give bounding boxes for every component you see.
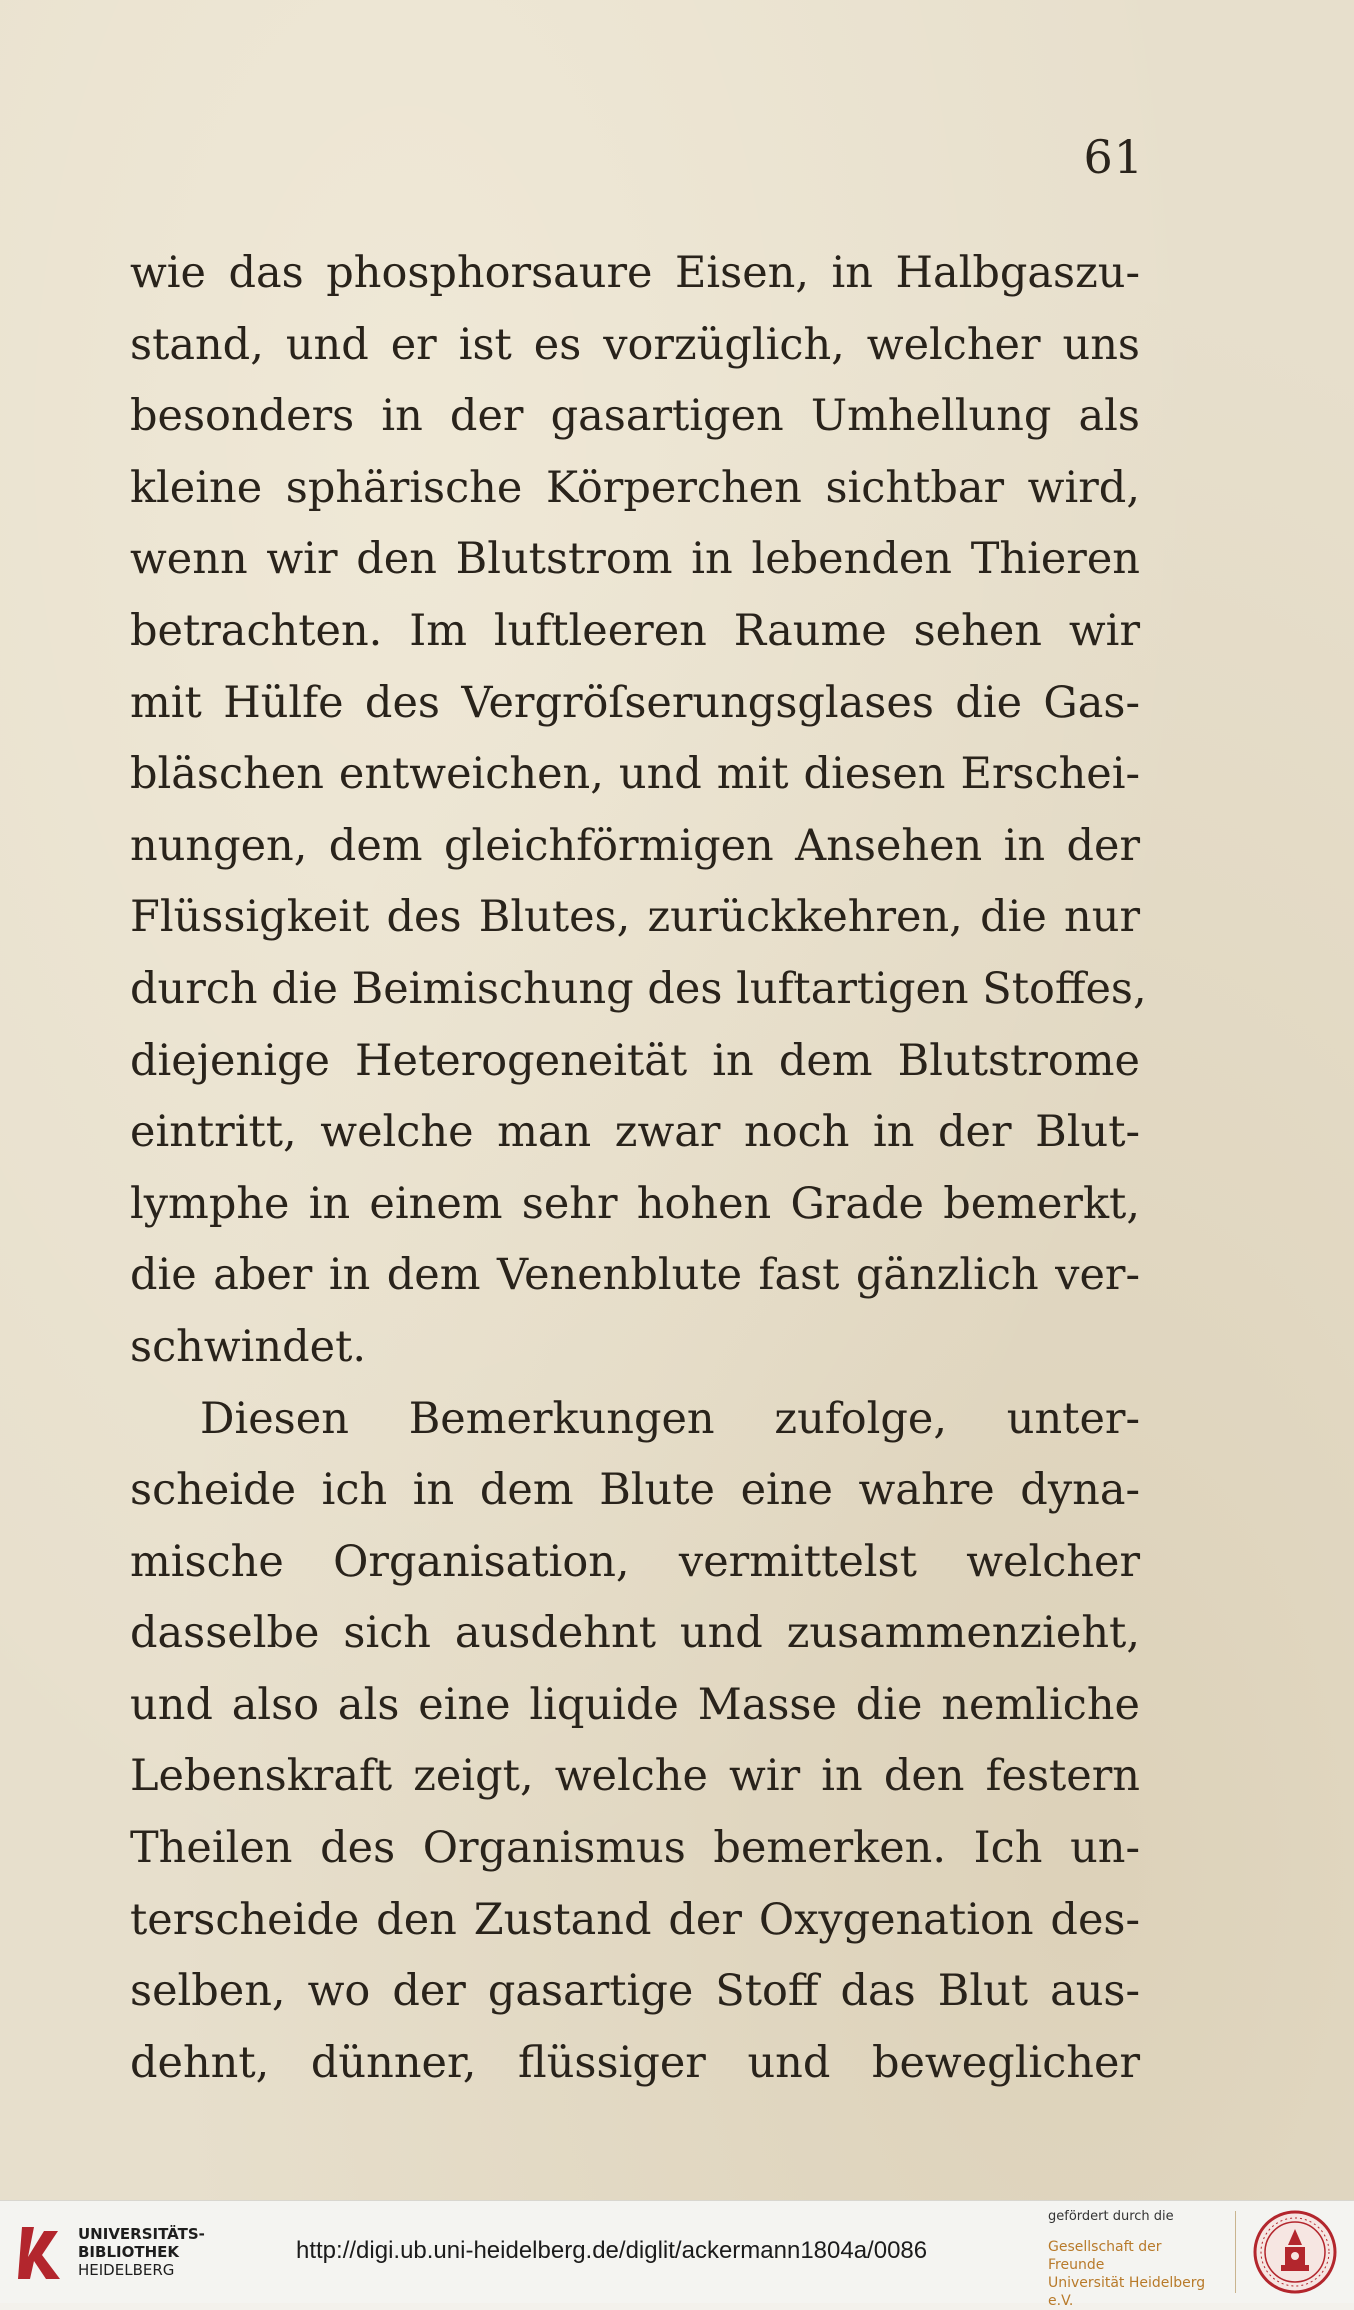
text-line: diejenige Heterogeneität in dem Blutstrome [130, 1035, 1140, 1086]
text-line: durch die Beimischung des luftartigen Stoffes, [130, 963, 1147, 1014]
text-line: betrachten. Im luftleeren Raume sehen wir [130, 605, 1140, 656]
text-line: mische Organisation, vermittelst welcher [130, 1536, 1140, 1587]
university-seal-icon [1252, 2209, 1338, 2295]
text-line: mit Hülfe des Vergröſserungsglases die Gas- [130, 677, 1140, 728]
sponsor-intro: gefördert durch die [1048, 2209, 1174, 2224]
sponsor-org-line: Gesellschaft der Freunde [1048, 2239, 1162, 2273]
sponsor-org-line: Universität Heidelberg e.V. [1048, 2275, 1206, 2309]
library-name-line: UNIVERSITÄTS- [78, 2225, 205, 2243]
text-line: lymphe in einem sehr hohen Grade bemerkt, [130, 1178, 1140, 1229]
text-line: Theilen des Organismus bemerken. Ich un- [130, 1823, 1140, 1874]
paragraph-start-line: Diesen Bemerkungen zufolge, unter- [200, 1393, 1140, 1444]
library-name [78, 2225, 205, 2279]
text-line: Flüssigkeit des Blutes, zurückkehren, die nur [130, 892, 1140, 943]
sponsor-credit [1048, 2209, 1218, 2310]
footer-divider [1235, 2211, 1236, 2293]
text-line: terscheide den Zustand der Oxygenation des- [130, 1894, 1140, 1945]
body-text [130, 238, 1147, 2099]
library-name-line: HEIDELBERG [78, 2261, 175, 2279]
text-line: selben, wo der gasartige Stoff das Blut aus- [130, 1966, 1140, 2017]
text-line: eintritt, welche man zwar noch in der Blut- [130, 1107, 1140, 1158]
text-line: kleine sphärische Körperchen sichtbar wird, [130, 462, 1140, 513]
text-line: Lebenskraft zeigt, welche wir in den festern [130, 1751, 1140, 1802]
text-line: wenn wir den Blutstrom in lebenden Thieren [130, 534, 1140, 585]
digitization-footer [0, 2200, 1354, 2309]
page-number: 61 [1083, 130, 1144, 184]
text-line: die aber in dem Venenblute fast gänzlich ver- [130, 1250, 1140, 1301]
text-line: dasselbe sich ausdehnt und zusammenzieht, [130, 1608, 1140, 1659]
text-line: wie das phosphorsaure Eisen, in Halbgaszu- [130, 248, 1140, 298]
text-line: nungen, dem gleichförmigen Ansehen in der [130, 820, 1140, 871]
text-line: und also als eine liquide Masse die nemliche [130, 1679, 1140, 1730]
library-name-line: BIBLIOTHEK [78, 2243, 179, 2261]
text-line: besonders in der gasartigen Umhellung als [130, 391, 1140, 442]
permalink-url[interactable]: http://digi.ub.uni-heidelberg.de/diglit/ackermann1804a/0086 [296, 2237, 928, 2264]
library-logo-icon [14, 2223, 66, 2283]
text-line: scheide ich in dem Blute eine wahre dyna- [130, 1465, 1140, 1516]
text-line: dehnt, dünner, flüssiger und beweglicher [130, 2037, 1140, 2088]
text-line: stand, und er ist es vorzüglich, welcher uns [130, 319, 1140, 370]
paragraph-end-line: schwindet. [130, 1321, 367, 1372]
text-line: bläschen entweichen, und mit diesen Erschei- [130, 749, 1140, 800]
